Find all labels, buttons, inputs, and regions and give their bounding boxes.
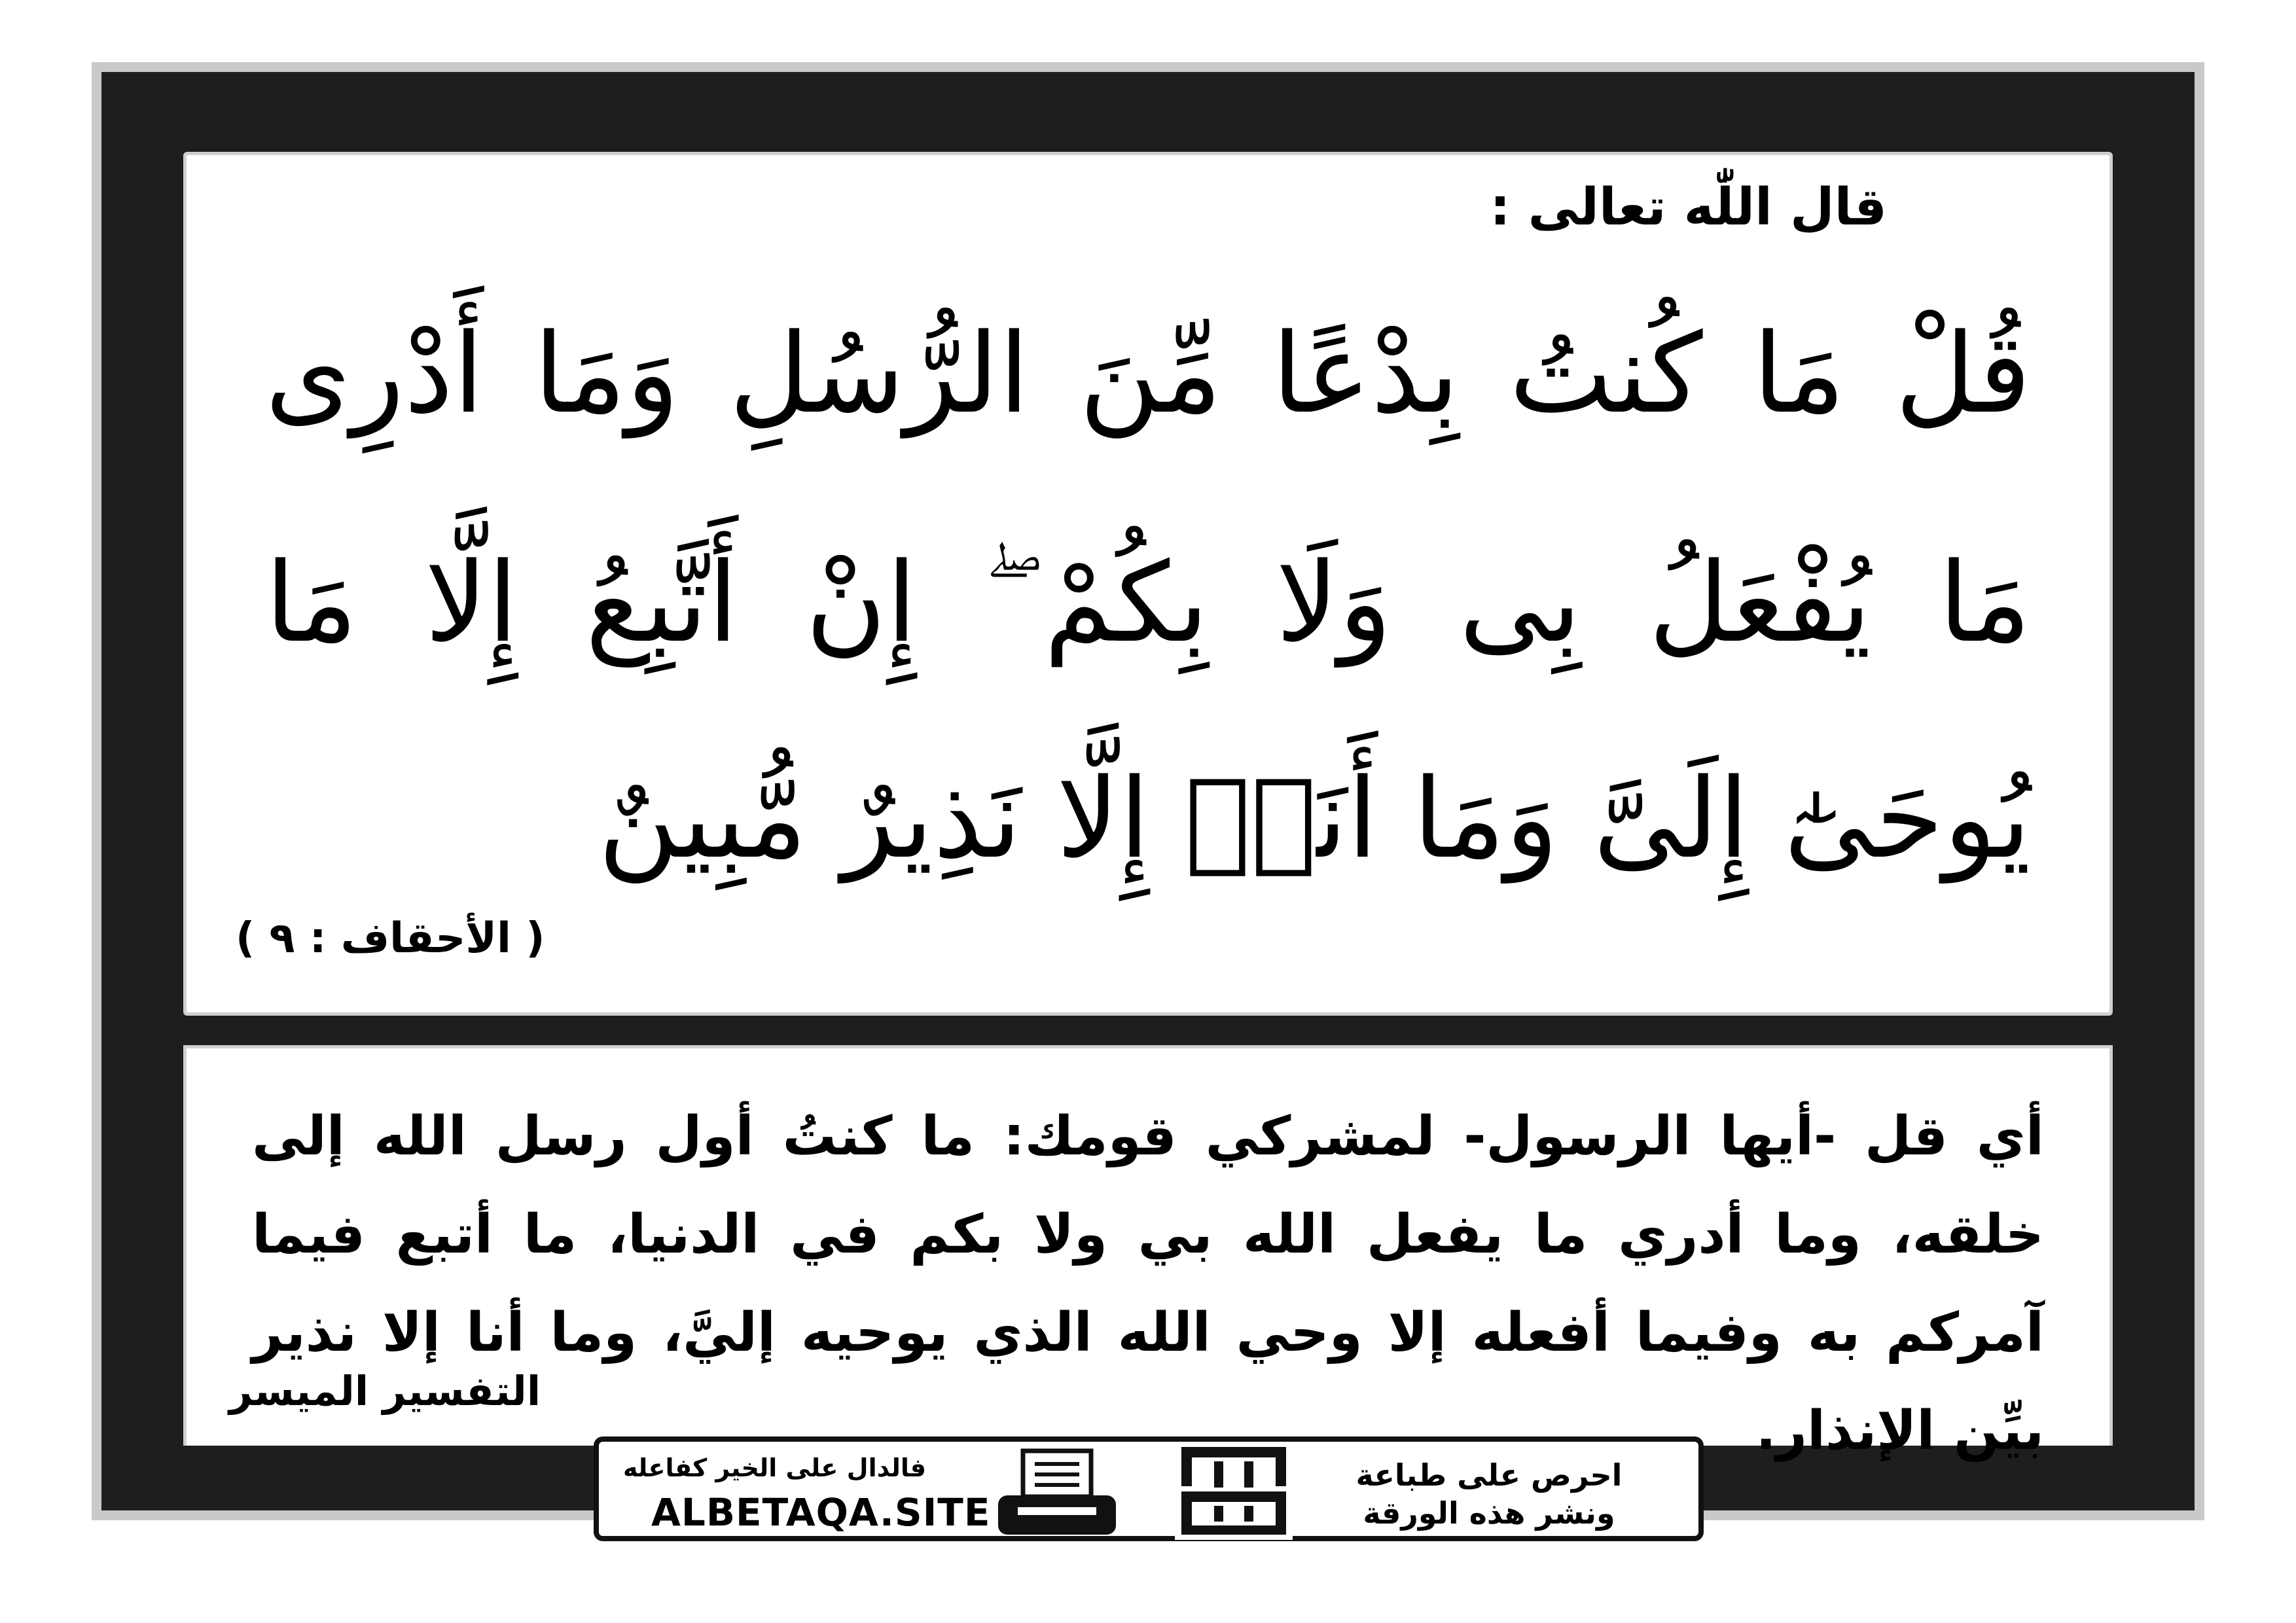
- verse-reference: ( الأحقاف : ٩ ): [236, 914, 545, 963]
- footer-note-line-1: احرص على طباعة: [1355, 1457, 1623, 1493]
- printer-icon: [992, 1447, 1122, 1539]
- footer-site-link[interactable]: ALBETAQA.SITE: [651, 1490, 991, 1535]
- footer-banner: [594, 1436, 1704, 1541]
- tafsir-text: أي قل -أيها الرسول- لمشركي قومك: ما كنتُ أول رسل الله إلى خلقه، وما أدري ما يفعل الله بي ولا بكم في الدنيا، ما أتبع فيما آمركم به وفيما أفعله إلا وحي الله الذي يوحيه إليَّ، وما أنا إلا نذير بيِّن الإنذار.: [252, 1105, 2044, 1462]
- verse-line-3: يُوحَىٰٓ إِلَىَّ وَمَا أَنَا۠ إِلَّا نَذِيرٌ مُّبِينٌ: [598, 755, 2031, 883]
- footer-note: [1319, 1456, 1659, 1532]
- tafsir-source: التفسير الميسر: [229, 1367, 541, 1415]
- logo-mark: [1175, 1442, 1293, 1540]
- verse-line-1: قُلْ مَا كُنتُ بِدْعًا مِّنَ الرُّسُلِ وَمَا أَدْرِى: [265, 310, 2032, 438]
- verse-panel: [183, 152, 2113, 1016]
- verse-intro: قال اللّٰه تعالى :: [1490, 178, 1887, 237]
- verse-line-2: مَا يُفْعَلُ بِى وَلَا بِكُمْ ۖ إِنْ أَتَّبِعُ إِلَّا مَا: [265, 539, 2031, 667]
- tafsir-panel: [183, 1045, 2113, 1462]
- footer-slogan: فالدال على الخير كفاعله: [622, 1454, 926, 1482]
- footer-note-line-2: ونشر هذه الورقة: [1363, 1495, 1615, 1531]
- footer-site-block: [622, 1454, 991, 1535]
